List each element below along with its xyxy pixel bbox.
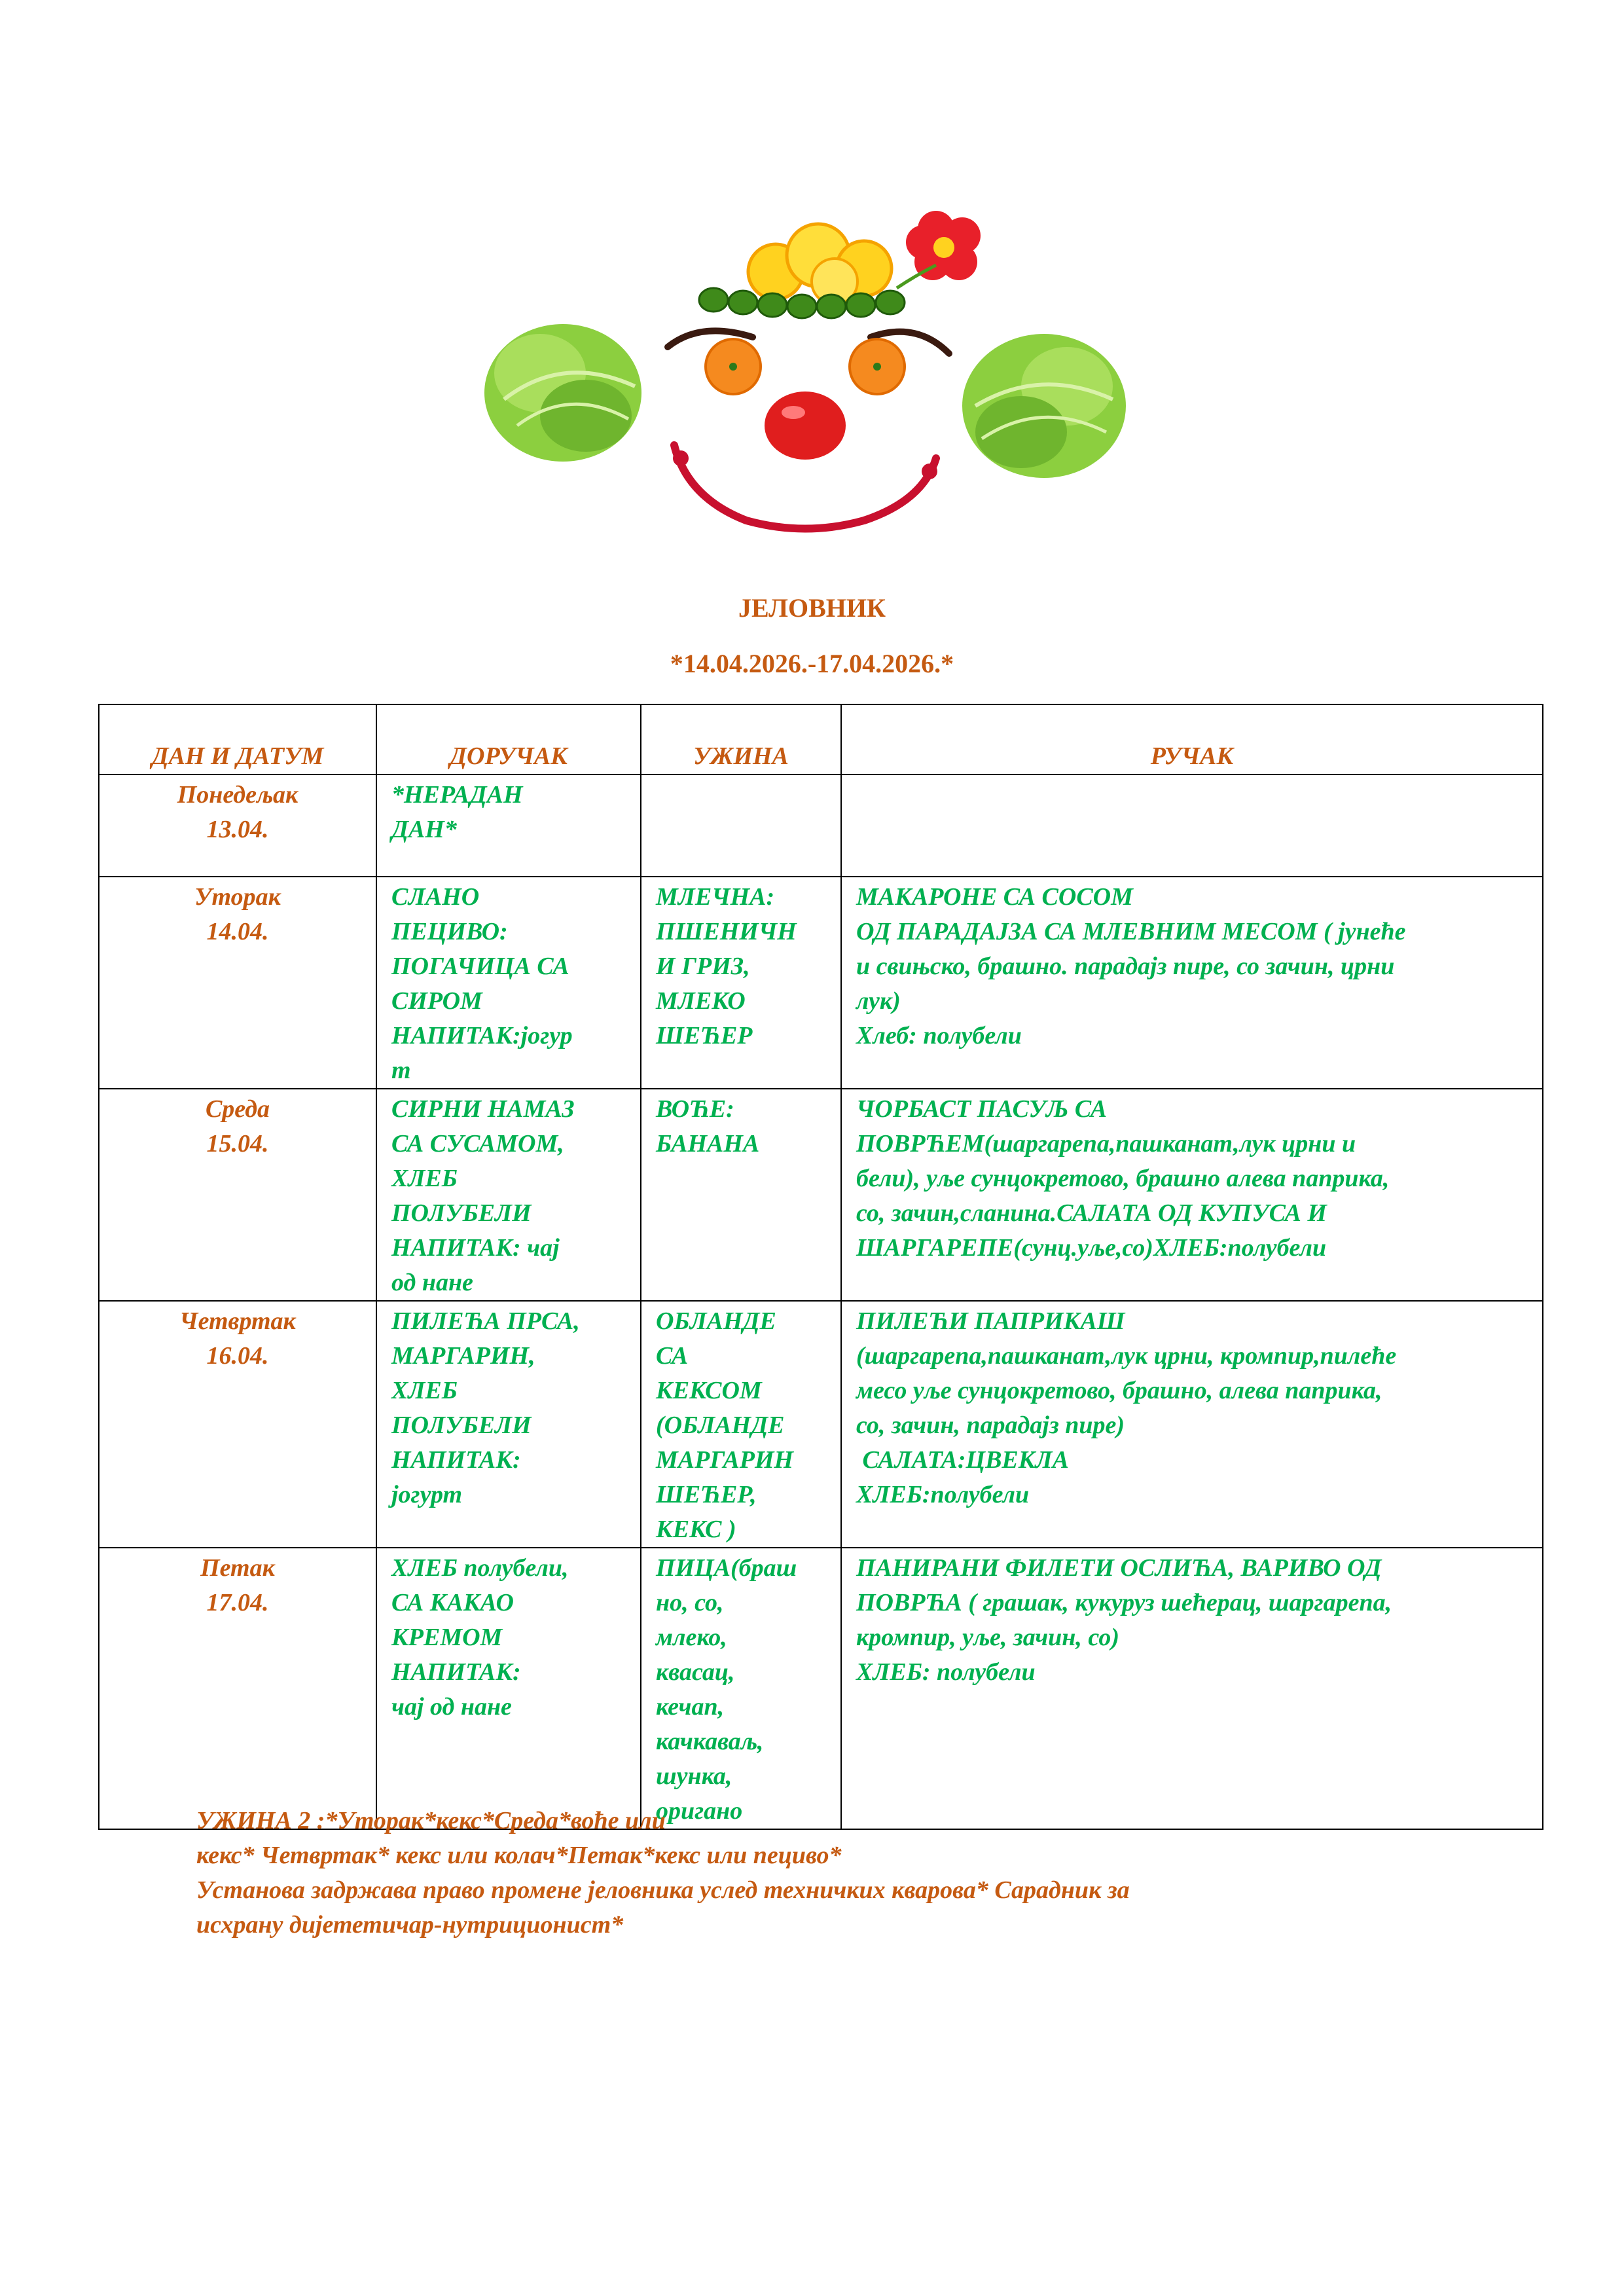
menu-table (98, 704, 1543, 1830)
breakfast-cell: ПИЛЕЋА ПРСА, МАРГАРИН, ХЛЕБ ПОЛУБЕЛИ НАПИТАК: јогурт (376, 1301, 641, 1548)
carrot-eyes-icon (706, 339, 905, 394)
breakfast-cell: *НЕРАДАН ДАН* (376, 774, 641, 877)
lettuce-left-icon (484, 324, 641, 462)
snack-cell: МЛЕЧНА: ПШЕНИЧН И ГРИЗ, МЛЕКО ШЕЋЕР (641, 877, 841, 1089)
breakfast-cell: СИРНИ НАМАЗ СА СУСАМОМ, ХЛЕБ ПОЛУБЕЛИ НАПИТАК: чај од нане (376, 1089, 641, 1301)
breakfast-cell: СЛАНО ПЕЦИВО: ПОГАЧИЦА СА СИРОМ НАПИТАК:јогур т (376, 877, 641, 1089)
lunch-cell: ПАНИРАНИ ФИЛЕТИ ОСЛИЋА, ВАРИВО ОД ПОВРЋА ( грашак, кукуруз шећерац, шаргарепа, кромпир, уље, зачин, со) ХЛЕБ: полубели (841, 1548, 1543, 1829)
header-day: ДАН И ДАТУМ (99, 704, 376, 774)
day-cell: Четвртак 16.04. (99, 1301, 376, 1548)
tomato-nose-icon (765, 392, 846, 460)
lemon-slices-icon (748, 224, 892, 304)
strawberry-flower-icon (897, 211, 981, 288)
snack-cell: ОБЛАНДЕ СА КЕКСОМ (ОБЛАНДЕ МАРГАРИН ШЕЋЕР, КЕКС ) (641, 1301, 841, 1548)
day-cell: Петак 17.04. (99, 1548, 376, 1829)
header-lunch: РУЧАК (841, 704, 1543, 774)
footer-line: кекс* Четвртак* кекс или колач*Петак*кекс или пециво* (196, 1842, 842, 1869)
table-row (99, 877, 1543, 1089)
lettuce-right-icon (962, 334, 1126, 478)
clown-food-logo (478, 190, 1132, 576)
breakfast-cell: ХЛЕБ полубели, СА КАКАО КРЕМОМ НАПИТАК: чај од нане (376, 1548, 641, 1829)
day-cell: Среда 15.04. (99, 1089, 376, 1301)
date-range: *14.04.2026.-17.04.2026.* (670, 649, 954, 678)
day-cell: Понедељак 13.04. (99, 774, 376, 877)
table-row (99, 1548, 1543, 1829)
footer-notes (196, 1804, 1440, 1942)
lunch-cell (841, 774, 1543, 877)
table-row (99, 774, 1543, 877)
table-row (99, 1089, 1543, 1301)
header-snack: УЖИНА (641, 704, 841, 774)
snack-cell: ВОЋЕ: БАНАНА (641, 1089, 841, 1301)
day-cell: Уторак 14.04. (99, 877, 376, 1089)
table-row (99, 1301, 1543, 1548)
footer-line: исхрану дијететичар-нутриционист* (196, 1911, 624, 1939)
lunch-cell: ЧОРБАСТ ПАСУЉ СА ПОВРЋЕМ(шаргарепа,пашканат,лук црни и бели), уље сунцокретово, брашно алева паприка, со, зачин,сланина.САЛАТА ОД КУПУСА И ШАРГАРЕПЕ(сунц.уље,со)ХЛЕБ:полубели (841, 1089, 1543, 1301)
snack-cell (641, 774, 841, 877)
lunch-cell: ПИЛЕЋИ ПАПРИКАШ (шаргарепа,пашканат,лук црни, кромпир,пилеће месо уље сунцокретово, брашно, алева паприка, со, зачин, парадајз пире) САЛАТА:ЦВЕКЛА ХЛЕБ:полубели (841, 1301, 1543, 1548)
table-header-row (99, 704, 1543, 774)
header-breakfast: ДОРУЧАК (376, 704, 641, 774)
snack-cell: ПИЦА(браш но, со, млеко, квасац, кечап, качкаваљ, шунка, оригано (641, 1548, 841, 1829)
lunch-cell: МАКАРОНЕ СА СОСОМ ОД ПАРАДАЈЗА СА МЛЕВНИМ МЕСОМ ( јунеће и свињско, брашно. парадајз пире, со зачин, црни лук) Хлеб: полубели (841, 877, 1543, 1089)
footer-line: УЖИНА 2 :*Уторак*кекс*Среда*воће или (196, 1807, 666, 1834)
page-title: ЈЕЛОВНИК (738, 593, 886, 623)
footer-line: Установа задржава право промене јеловника услед техничких кварова* Сарадник за (196, 1876, 1130, 1904)
